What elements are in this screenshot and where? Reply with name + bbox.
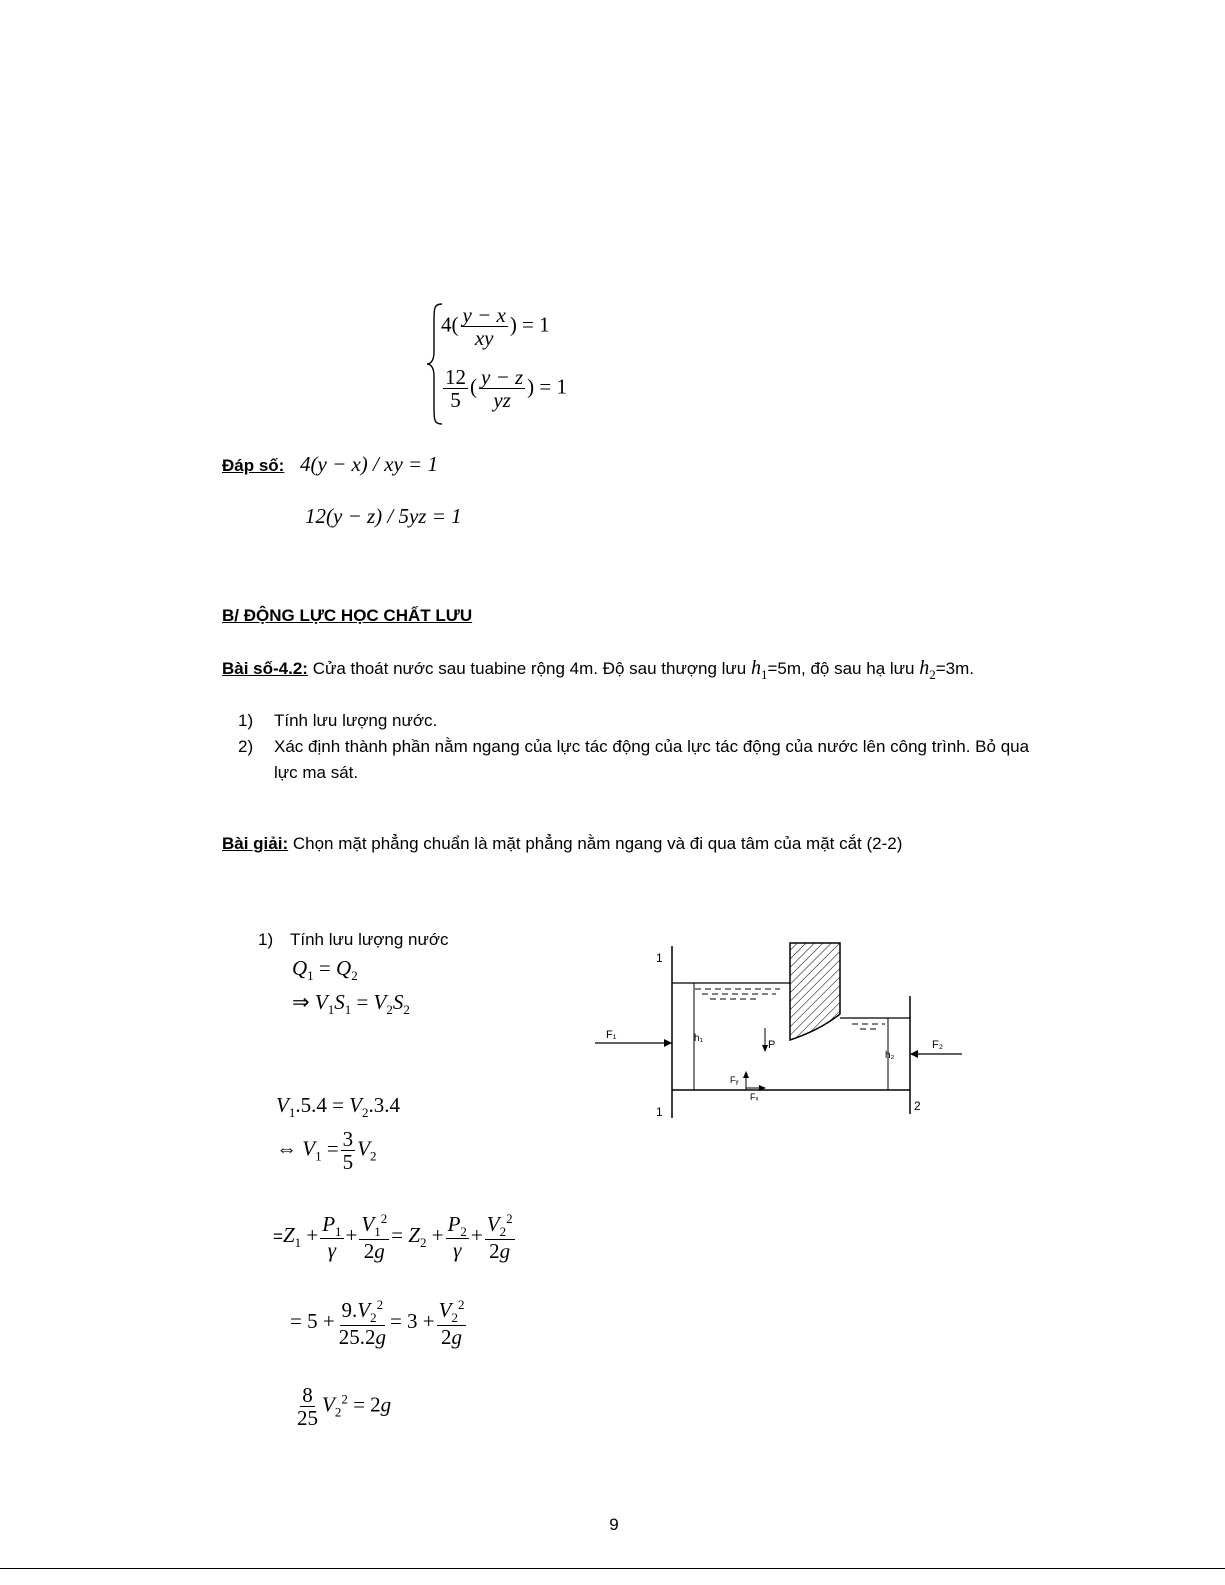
system-eq1: 4( $\frac{y - x}{xy}$ ) = 1 <box>441 303 550 351</box>
section-b-heading <box>222 606 472 626</box>
label-fx: Fₓ <box>750 1092 759 1102</box>
label-h1: h₁ <box>694 1033 703 1044</box>
page-bottom-rule <box>0 1568 1225 1569</box>
problem-item2-cont: lực ma sát. <box>274 763 359 782</box>
problem-text-a: Cửa thoát nước sau tuabine rộng 4m. Độ sau thượng lưu <box>307 659 751 678</box>
problem-item2 <box>238 737 1029 757</box>
solution-step1-text: Tính lưu lượng nước <box>290 930 449 949</box>
problem-item1 <box>238 711 437 731</box>
eq-v1-ratio: ⇔ $V_1$ = $\frac{3}{5}$ $V_2$ <box>276 1127 377 1175</box>
system-eq2: $\frac{12}{5}$ ( $\frac{y - z}{yz}$ ) = 1 <box>445 365 568 413</box>
solution-step1-num: 1) <box>258 930 274 949</box>
answer-label <box>222 456 284 476</box>
turbine-outlet-diagram <box>590 938 970 1123</box>
solution-text: Chọn mặt phẳng chuẩn là mặt phẳng nằm ngang và đi qua tâm của mặt cắt (2-2) <box>288 834 903 853</box>
eq-bernoulli: $=Z_1$ + $\frac{P_1}{\gamma}$ + $\frac{V_1^2}{2g}$ = $Z_2$ + $\frac{P_2}{\gamma}$ + $\frac{V_2^2}{2g}$ <box>273 1211 513 1263</box>
problem-text-c: =3m. <box>935 659 974 678</box>
problem-item2-line1: Xác định thành phần nằm ngang của lực tác động của lực tác động của nước lên công trình. Bỏ qua <box>274 737 1030 756</box>
eq-v1s1-v2s2: ⇒ $V_1S_1 = V_2S_2$ <box>292 990 410 1018</box>
h2-symbol: $h_2$ <box>919 657 936 682</box>
problem-text-b: =5m, độ sau hạ lưu <box>767 659 920 678</box>
answer-label-text: Đáp số: <box>222 456 285 475</box>
h1-symbol: $h_1$ <box>750 657 768 682</box>
equation-system <box>425 300 625 430</box>
page-number: 9 <box>609 1515 619 1534</box>
label-fy: Fᵧ <box>730 1075 739 1085</box>
problem-statement <box>222 657 974 683</box>
label-section1-top: 1 <box>656 951 663 965</box>
eq-result: $\frac{8}{25}$ $V_2^2 = 2g$ <box>297 1383 392 1431</box>
eq-v1-54: $V_1.5.4 = V_2.3.4$ <box>276 1093 400 1121</box>
problem-item1-text: Tính lưu lượng nước. <box>274 711 438 730</box>
label-section2: 2 <box>914 1099 921 1113</box>
label-f2: F₂ <box>932 1039 943 1051</box>
eq-substituted: = 5 + $\frac{9.V_2^2}{25.2g}$ = 3 + $\frac{V_2^2}{2g}$ <box>290 1297 465 1349</box>
answer-line2: 12(y − z) / 5yz = 1 <box>305 504 462 528</box>
label-p: P <box>768 1039 776 1051</box>
label-section1-bottom: 1 <box>656 1105 663 1119</box>
problem-item1-num: 1) <box>238 711 254 730</box>
problem-label: Bài số-4.2: <box>222 659 308 678</box>
solution-step1 <box>258 930 449 950</box>
solution-intro <box>222 834 902 854</box>
label-h2: h₂ <box>885 1050 895 1061</box>
solution-label: Bài giải: <box>222 834 289 853</box>
eq-q1-q2: $Q_1 = Q_2$ <box>292 956 358 984</box>
answer-line1: 4(y − x) / xy = 1 <box>300 452 438 476</box>
problem-item2-num: 2) <box>238 737 254 756</box>
label-f1: F₁ <box>606 1029 617 1041</box>
section-b-heading-text: B/ ĐỘNG LỰC HỌC CHẤT LƯU <box>222 606 473 625</box>
gate-structure <box>790 943 840 1040</box>
